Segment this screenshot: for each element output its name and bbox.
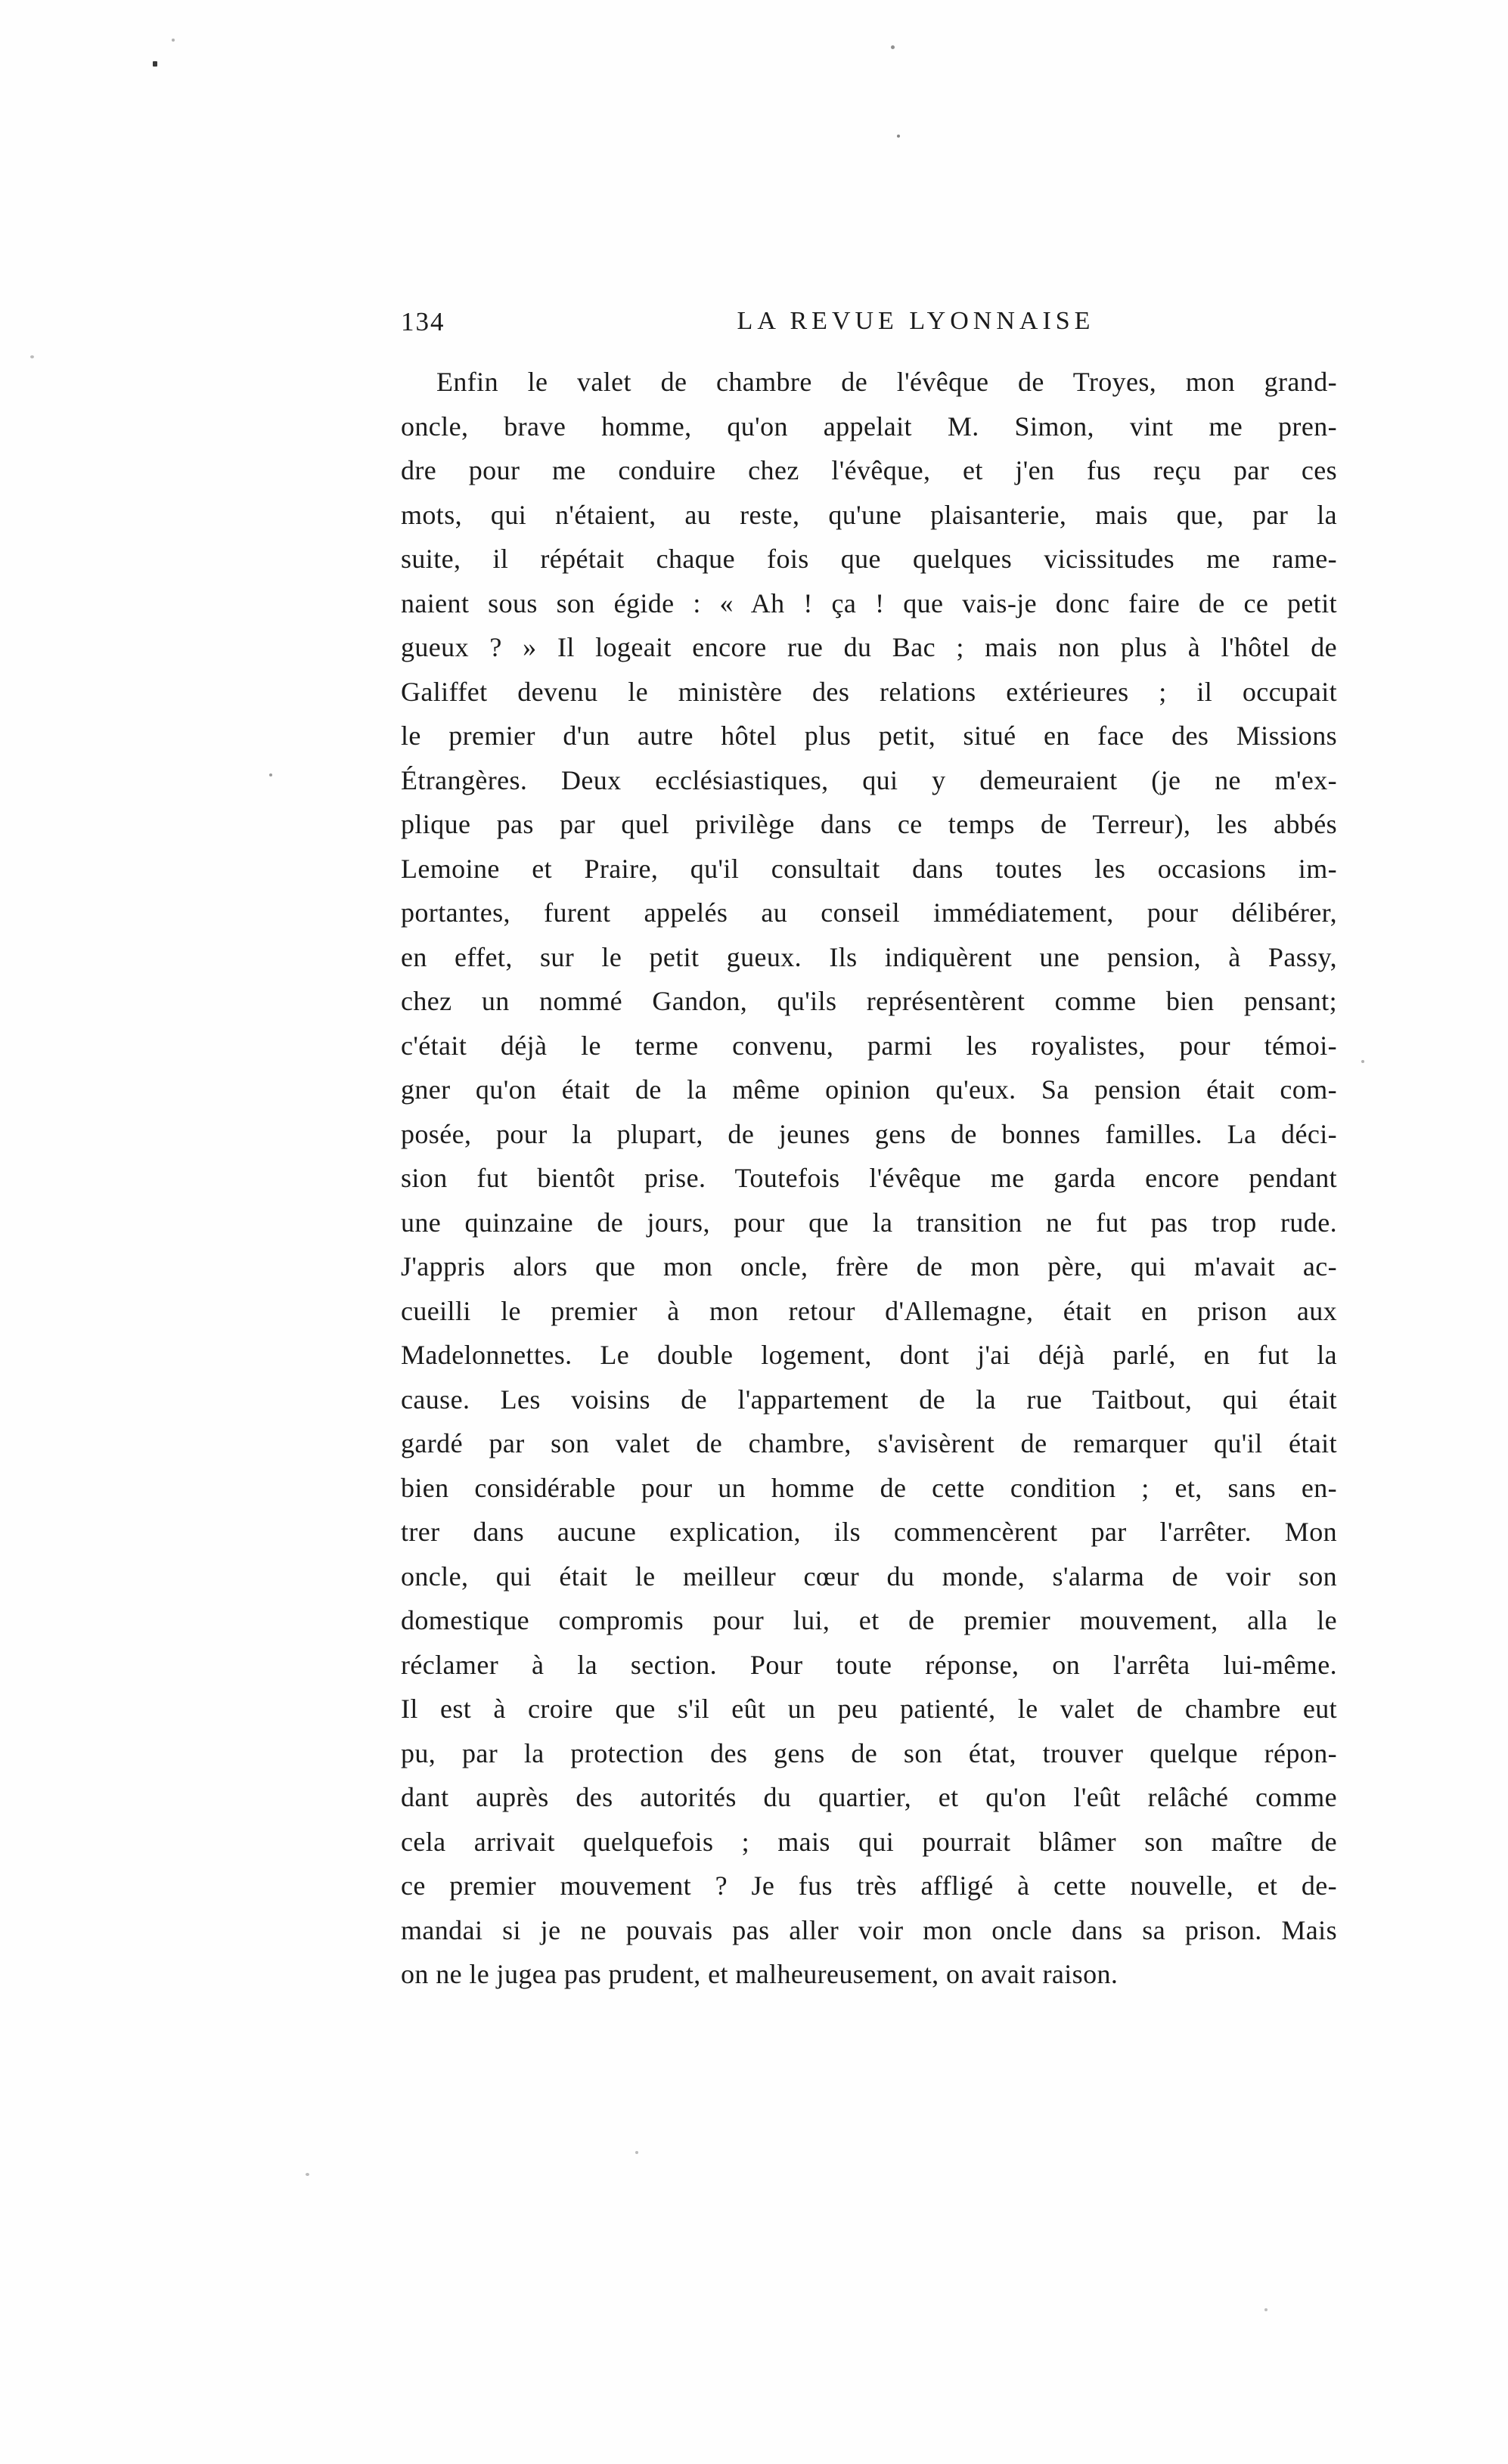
text-line: plique pas par quel privilège dans ce temps de Terreur), les abbés [401, 809, 1337, 839]
text-line: gardé par son valet de chambre, s'avisèrent de remarquer qu'il était [401, 1428, 1337, 1458]
text-line: J'appris alors que mon oncle, frère de mon père, qui m'avait ac- [401, 1251, 1337, 1282]
scan-speck [30, 355, 34, 358]
text-line: dant auprès des autorités du quartier, et qu'on l'eût relâché comme [401, 1782, 1337, 1812]
text-line: mots, qui n'étaient, au reste, qu'une plaisanterie, mais que, par la [401, 499, 1337, 530]
scan-speck [269, 773, 272, 776]
text-line: pu, par la protection des gens de son état, trouver quelque répon- [401, 1737, 1337, 1768]
text-line: gner qu'on était de la même opinion qu'eux. Sa pension était com- [401, 1074, 1337, 1105]
text-line: Étrangères. Deux ecclésiastiques, qui y demeuraient (je ne m'ex- [401, 764, 1337, 795]
text-line: c'était déjà le terme convenu, parmi les royalistes, pour témoi- [401, 1030, 1337, 1061]
page-number: 134 [401, 307, 445, 336]
text-line: sion fut bientôt prise. Toutefois l'évêque me garda encore pendant [401, 1163, 1337, 1193]
text-line: cueilli le premier à mon retour d'Allemagne, était en prison aux [401, 1295, 1337, 1326]
text-line: Lemoine et Praire, qu'il consultait dans toutes les occasions im- [401, 853, 1337, 884]
text-line: réclamer à la section. Pour toute réponse, on l'arrêta lui-même. [401, 1649, 1337, 1680]
text-line: bien considérable pour un homme de cette condition ; et, sans en- [401, 1472, 1337, 1503]
text-line: posée, pour la plupart, de jeunes gens de bonnes familles. La déci- [401, 1118, 1337, 1149]
text-line: oncle, qui était le meilleur cœur du monde, s'alarma de voir son [401, 1561, 1337, 1592]
text-line: on ne le jugea pas prudent, et malheureusement, on avait raison. [401, 1959, 1119, 1989]
text-line: chez un nommé Gandon, qu'ils représentèrent comme bien pensant; [401, 986, 1337, 1016]
text-line: le premier d'un autre hôtel plus petit, situé en face des Missions [401, 721, 1337, 751]
text-line: oncle, brave homme, qu'on appelait M. Simon, vint me pren- [401, 411, 1337, 442]
text-line: suite, il répétait chaque fois que quelques vicissitudes me rame- [401, 544, 1337, 574]
text-line: mandai si je ne pouvais pas aller voir mon oncle dans sa prison. Mais [401, 1914, 1337, 1945]
journal-title: LA REVUE LYONNAISE [737, 307, 1095, 335]
text-line: naient sous son égide : « Ah ! ça ! que vais-je donc faire de ce petit [401, 587, 1337, 618]
text-line: Il est à croire que s'il eût un peu patienté, le valet de chambre eut [401, 1694, 1337, 1724]
scan-speck [1361, 1060, 1364, 1063]
text-line: gueux ? » Il logeait encore rue du Bac ; mais non plus à l'hôtel de [401, 632, 1337, 662]
text-line: cause. Les voisins de l'appartement de la rue Taitbout, qui était [401, 1384, 1337, 1415]
text-line: une quinzaine de jours, pour que la transition ne fut pas trop rude. [401, 1207, 1337, 1238]
text-line: ce premier mouvement ? Je fus très affligé à cette nouvelle, et de- [401, 1870, 1337, 1901]
body-paragraph [401, 360, 1337, 1997]
scan-speck [306, 2173, 309, 2176]
running-header [401, 307, 1337, 345]
text-line: domestique compromis pour lui, et de premier mouvement, alla le [401, 1605, 1337, 1635]
text-line: Galiffet devenu le ministère des relations extérieures ; il occupait [401, 676, 1337, 707]
text-line: trer dans aucune explication, ils commencèrent par l'arrêter. Mon [401, 1517, 1337, 1547]
text-line: dre pour me conduire chez l'évêque, et j'en fus reçu par ces [401, 455, 1337, 485]
scan-speck [172, 39, 175, 42]
scan-speck [897, 135, 900, 138]
text-line: Enfin le valet de chambre de l'évêque de Troyes, mon grand- [436, 367, 1337, 397]
scan-speck [635, 2151, 638, 2154]
text-line: Madelonnettes. Le double logement, dont j'ai déjà parlé, en fut la [401, 1340, 1337, 1370]
text-line: en effet, sur le petit gueux. Ils indiquèrent une pension, à Passy, [401, 941, 1337, 972]
scan-speck [1264, 2308, 1268, 2311]
scan-speck [891, 45, 895, 49]
text-line: portantes, furent appelés au conseil immédiatement, pour délibérer, [401, 897, 1337, 928]
scan-speck [153, 61, 157, 67]
text-line: cela arrivait quelquefois ; mais qui pourrait blâmer son maître de [401, 1826, 1337, 1857]
